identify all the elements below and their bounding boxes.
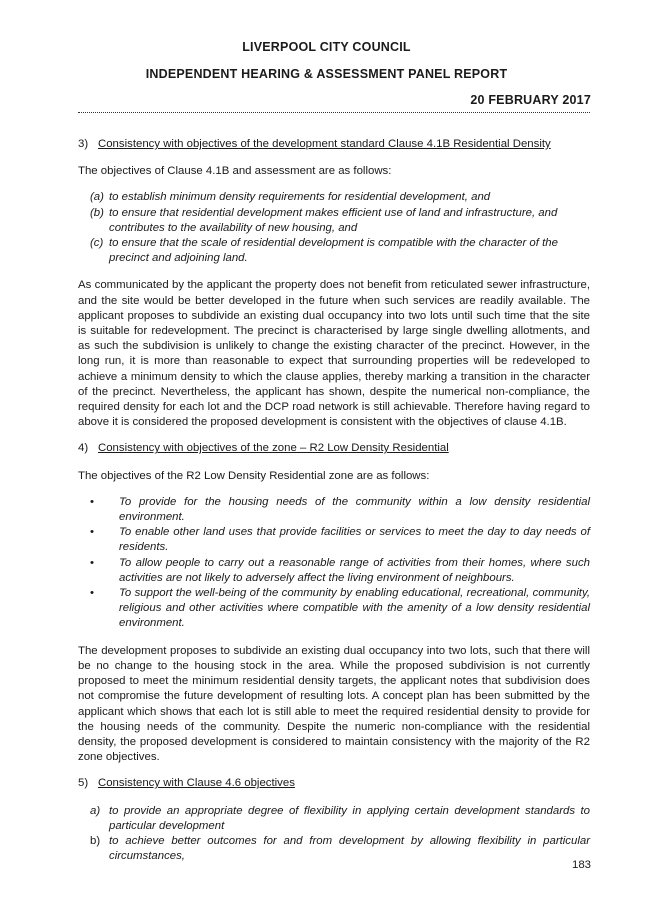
- bullet-text: To enable other land uses that provide facilities or services to meet the day to day needs of residents.: [119, 526, 590, 554]
- bullet-text: To allow people to carry out a reasonable range of activities from their homes, where such activities are not likely to adversely affect the living environment of neighbours.: [119, 556, 590, 584]
- objective-item: [90, 206, 590, 236]
- report-body: [78, 137, 590, 864]
- section-4-intro: The objectives of the R2 Low Density Residential zone are as follows:: [78, 469, 430, 482]
- clause-4-1b-objectives: [78, 190, 590, 266]
- section-3-heading: [78, 137, 590, 152]
- objective-marker: b): [90, 834, 101, 847]
- section-4-heading: [78, 441, 590, 456]
- section-number: 3): [78, 138, 89, 150]
- objective-text: to ensure that the scale of residential development is compatible with the character of the precinct and adjoining land.: [109, 237, 558, 265]
- objective-text: to establish minimum density requirements for residential development, and: [109, 191, 491, 204]
- section-3-intro: The objectives of Clause 4.1B and assessment are as follows:: [78, 165, 392, 178]
- objective-text: to achieve better outcomes for and from development by allowing flexibility in particular circumstances,: [109, 834, 590, 863]
- objective-item: [90, 804, 590, 834]
- bullet-text: To provide for the housing needs of the community within a low density residential environment.: [119, 495, 590, 524]
- objective-marker: (a): [90, 191, 104, 204]
- report-title: INDEPENDENT HEARING & ASSESSMENT PANEL REPORT: [145, 67, 508, 81]
- bullet-item: [90, 495, 590, 525]
- section-4-assessment: The development proposes to subdivide an existing dual occupancy into two lots, such that there will be no change to the housing stock in the area. While the proposed subdivision is not currently proposed to meet the minimum residential density targets, the applicant notes that subdivision does not compromise the future development of resulting lots. A concept plan has been submitted by the applicant which shows that each lot is still able to meet the required residential density to provide for the housing needs of the community. Despite the numeric non-compliance with the residential density, the proposed development is considered to maintain consistency with the majority of the R2 zone objectives.: [78, 644, 590, 764]
- objective-marker: a): [90, 804, 101, 817]
- council-name: LIVERPOOL CITY COUNCIL: [242, 40, 411, 54]
- objective-item: [90, 236, 590, 266]
- section-title: Consistency with objectives of the zone – R2 Low Density Residential: [98, 442, 449, 455]
- objective-marker: (c): [90, 237, 104, 250]
- objective-marker: (b): [90, 206, 104, 219]
- bullet-icon: •: [90, 556, 94, 569]
- bullet-icon: •: [90, 495, 94, 508]
- section-title: Consistency with objectives of the development standard Clause 4.1B Residential Density: [98, 138, 551, 150]
- bullet-icon: •: [90, 526, 94, 539]
- bullet-item: [90, 586, 590, 632]
- objective-text: to ensure that residential development makes efficient use of land and infrastructure, and contributes to the availability of new housing, and: [109, 206, 558, 234]
- bullet-text: To support the well-being of the community by enabling educational, recreational, community, religious and other activities where compatible with the amenity of a low density residential environment.: [119, 587, 590, 630]
- bullet-item: [90, 556, 590, 586]
- objective-text: to provide an appropriate degree of flexibility in applying certain development standards to particular development: [109, 804, 590, 832]
- page-number: 183: [571, 859, 591, 871]
- section-number: 4): [78, 442, 89, 455]
- r2-zone-objectives: [78, 495, 590, 632]
- section-3-assessment: As communicated by the applicant the property does not benefit from reticulated sewer infrastructure, and the site would be better developed in the future when such services are readily available. The applicant proposes to subdivide an existing dual occupancy into two lots until such time that the site is suitable for redevelopment. The precinct is characterised by large single dwelling allotments, and as such the subdivision is unlikely to change the existing character of the precinct. However, in the long run, it is more than reasonable to expect that surrounding properties will be redeveloped to achieve a minimum density to which the clause applies, thereby marking a transition in the character of the precinct. Nevertheless, the applicant has shown, despite the numerical non-compliance, the required density for each lot and the DCP road network is still achievable. Therefore having regard to above it is considered the proposed development is consistent with the objectives of clause 4.1B.: [78, 279, 590, 429]
- section-number: 5): [78, 777, 89, 790]
- section-title: Consistency with Clause 4.6 objectives: [98, 777, 295, 790]
- clause-4-6-objectives: [78, 804, 590, 865]
- objective-item: [90, 190, 590, 205]
- header-divider: [78, 112, 590, 113]
- objective-item: [90, 834, 590, 864]
- report-date: 20 FEBRUARY 2017: [470, 93, 591, 107]
- bullet-item: [90, 525, 590, 555]
- bullet-icon: •: [90, 587, 94, 600]
- section-5-heading: [78, 776, 590, 791]
